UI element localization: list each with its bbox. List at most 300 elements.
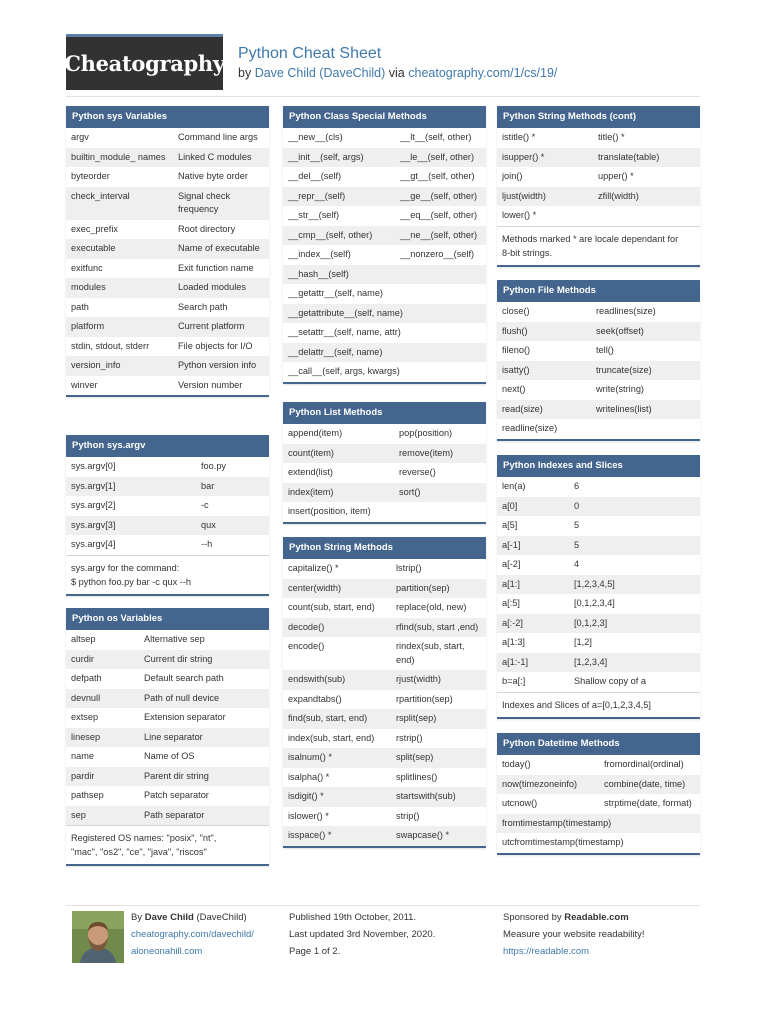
row-key: isupper() * xyxy=(497,148,593,168)
row-key: sys.argv[3] xyxy=(66,516,196,536)
row-value: [1,2,3,4,5] xyxy=(569,575,700,595)
row-key: stdin, stdout, stderr xyxy=(71,340,150,351)
row-value: foo.py xyxy=(201,461,227,471)
table-row xyxy=(66,669,269,689)
table-row xyxy=(283,206,486,226)
sponsor-name: Readable.com xyxy=(564,912,629,923)
row-value: upper() * xyxy=(598,171,634,181)
table-row xyxy=(283,148,486,168)
row-value: strptime(date, format) xyxy=(604,798,692,808)
row-key: a[0] xyxy=(497,497,569,517)
row-key: utcnow() xyxy=(502,798,538,808)
row-value: Signal check frequency xyxy=(173,187,269,220)
row-value: Python version info xyxy=(173,356,269,376)
row-value: [1,2] xyxy=(574,637,592,647)
row-value: rpartition(sep) xyxy=(396,693,453,704)
table-row xyxy=(283,618,486,638)
row-key: __setattr__(self, name, attr) xyxy=(288,327,401,337)
row-key: b=a[:] xyxy=(502,676,526,686)
row-key: altsep xyxy=(71,634,96,644)
table-row xyxy=(497,833,700,853)
page-number: Page 1 of 2. xyxy=(289,946,341,957)
table-row xyxy=(66,516,269,536)
row-value: fromordinal(ordinal) xyxy=(604,759,684,769)
row-key: version_info xyxy=(66,356,173,376)
row-value: Parent dir string xyxy=(139,767,269,787)
row-key: __hash__(self) xyxy=(283,265,486,285)
row-value: rindex(sub, start, end) xyxy=(396,641,465,665)
table-row xyxy=(283,768,486,788)
header-divider xyxy=(66,96,700,97)
row-key: __str__(self) xyxy=(288,210,340,220)
row-key: utcfromtimestamp(timestamp) xyxy=(502,837,624,847)
row-key: today() xyxy=(502,759,531,769)
table-row xyxy=(497,633,700,653)
section-table xyxy=(497,477,700,692)
table-row xyxy=(497,341,700,361)
table-row xyxy=(66,747,269,767)
row-value: __ne__(self, other) xyxy=(395,226,486,246)
row-key: count(item) xyxy=(283,444,394,464)
table-row xyxy=(66,220,269,240)
section-table xyxy=(66,457,269,555)
table-row xyxy=(283,226,486,246)
row-key: sys.argv[4] xyxy=(71,539,116,549)
table-row xyxy=(283,598,486,618)
table-row xyxy=(66,806,269,826)
row-key: builtin_module_ names xyxy=(66,148,173,168)
sponsor-tagline: Measure your website readability! xyxy=(503,929,645,940)
table-row xyxy=(283,729,486,749)
table-row xyxy=(283,284,486,304)
footer-author-handle: (DaveChild) xyxy=(196,912,247,923)
row-key: index(item) xyxy=(283,483,394,503)
section-python-file-methods xyxy=(497,280,700,441)
table-row xyxy=(497,380,700,400)
row-key: fromtimestamp(timestamp) xyxy=(497,814,700,834)
row-value: Extension separator xyxy=(144,712,226,722)
row-key: linesep xyxy=(66,728,139,748)
row-value: __lt__(self, other) xyxy=(400,132,472,142)
table-row xyxy=(497,575,700,595)
table-row xyxy=(283,265,486,285)
row-key: now(timezoneinfo) xyxy=(497,775,599,795)
row-key: sep xyxy=(66,806,139,826)
row-key: __delattr__(self, name) xyxy=(283,343,486,363)
row-key: join() xyxy=(502,171,523,181)
row-key: flush() xyxy=(497,322,591,342)
row-key: winver xyxy=(71,379,98,390)
row-key: ljust(width) xyxy=(497,187,593,207)
row-value: tell() xyxy=(596,345,614,355)
row-key: __repr__(self) xyxy=(283,187,395,207)
table-row xyxy=(497,497,700,517)
row-key: a[:-2] xyxy=(497,614,569,634)
row-value: rsplit(sep) xyxy=(391,709,486,729)
author-avatar xyxy=(72,911,124,963)
section-title: Python List Methods xyxy=(283,402,486,424)
row-value: Current platform xyxy=(173,317,269,337)
row-value: title() * xyxy=(598,132,625,142)
footer-author xyxy=(131,909,254,960)
table-row xyxy=(66,535,269,555)
row-value: Shallow copy of a xyxy=(574,676,647,686)
table-row xyxy=(497,775,700,795)
row-value: partition(sep) xyxy=(391,579,486,599)
row-key: istitle() * xyxy=(502,132,536,142)
table-row xyxy=(283,323,486,343)
table-row xyxy=(283,424,486,444)
table-row xyxy=(66,496,269,516)
table-row xyxy=(497,516,700,536)
note-line: Methods marked * are locale dependant for xyxy=(502,233,679,244)
section-table xyxy=(283,128,486,382)
row-value: -c xyxy=(201,500,209,510)
table-row xyxy=(497,148,700,168)
section-table xyxy=(497,128,700,226)
row-key: index(sub, start, end) xyxy=(288,732,375,743)
row-key: executable xyxy=(66,239,173,259)
row-value: pop(position) xyxy=(399,428,453,438)
row-key: __getattr__(self, name) xyxy=(288,288,383,298)
table-row xyxy=(283,579,486,599)
row-key: devnull xyxy=(66,689,139,709)
row-value: splitlines() xyxy=(396,771,438,782)
row-value: __nonzero__(self) xyxy=(400,249,475,259)
row-value: bar xyxy=(196,477,269,497)
note-line: 8-bit strings. xyxy=(502,247,553,258)
section-python-string-methods xyxy=(283,537,486,848)
table-row xyxy=(283,826,486,846)
row-key: name xyxy=(71,751,94,761)
table-row xyxy=(66,317,269,337)
row-key: a[-2] xyxy=(502,559,521,569)
row-value: Path separator xyxy=(139,806,269,826)
row-key: fileno() xyxy=(502,345,531,355)
row-value: 5 xyxy=(574,520,580,530)
row-value: 4 xyxy=(574,559,580,569)
sponsor-label: Sponsored by xyxy=(503,912,562,923)
row-value: replace(old, new) xyxy=(396,602,467,612)
row-value: Path of null device xyxy=(139,689,269,709)
row-value: Line separator xyxy=(139,728,269,748)
row-value: Version number xyxy=(178,379,243,390)
row-value: split(sep) xyxy=(391,748,486,768)
table-row xyxy=(283,807,486,827)
table-row xyxy=(283,304,486,324)
table-row xyxy=(283,483,486,503)
table-row xyxy=(497,594,700,614)
row-value: remove(item) xyxy=(394,444,486,464)
by-label: by xyxy=(238,66,252,80)
row-key: argv xyxy=(71,132,89,142)
section-python-indexes-and-slices xyxy=(497,455,700,719)
table-row xyxy=(497,653,700,673)
section-title: Python Datetime Methods xyxy=(497,733,700,755)
note-line: Registered OS names: "posix", "nt", xyxy=(71,833,217,843)
row-value: 5 xyxy=(569,536,700,556)
row-value: seek(offset) xyxy=(591,322,700,342)
row-key: read(size) xyxy=(497,400,591,420)
table-row xyxy=(66,457,269,477)
row-key: insert(position, item) xyxy=(288,506,371,516)
section-note xyxy=(497,692,700,717)
row-value: writelines(list) xyxy=(591,400,700,420)
footer-author-site[interactable]: aloneonahill.com xyxy=(131,946,203,957)
row-key: pardir xyxy=(66,767,139,787)
table-row xyxy=(497,187,700,207)
table-row xyxy=(66,337,269,357)
row-value: Loaded modules xyxy=(173,278,269,298)
footer-divider xyxy=(66,905,700,906)
section-title: Python Indexes and Slices xyxy=(497,455,700,477)
section-title: Python Class Special Methods xyxy=(283,106,486,128)
row-value: __le__(self, other) xyxy=(395,148,486,168)
row-value: truncate(size) xyxy=(591,361,700,381)
row-value: rfind(sub, start ,end) xyxy=(391,618,486,638)
row-key: count(sub, start, end) xyxy=(288,602,375,612)
table-row xyxy=(283,787,486,807)
via-label: via xyxy=(388,66,405,80)
row-value: qux xyxy=(196,516,269,536)
sheet-url-link[interactable]: cheatography.com/1/cs/19/ xyxy=(408,66,558,80)
row-key: __del__(self) xyxy=(288,171,342,181)
row-key: check_interval xyxy=(66,187,173,220)
note-line: sys.argv for the command: xyxy=(71,562,180,573)
row-value: lstrip() xyxy=(396,563,422,573)
table-row xyxy=(497,167,700,187)
row-key: sys.argv[0] xyxy=(71,461,116,471)
page-title: Python Cheat Sheet xyxy=(238,45,382,62)
logo-text: Cheatography xyxy=(64,51,225,76)
table-row xyxy=(497,419,700,439)
row-key: expandtabs() xyxy=(288,693,342,704)
note-line: Indexes and Slices of a=[0,1,2,3,4,5] xyxy=(502,699,651,710)
row-value: Default search path xyxy=(144,673,224,683)
row-key: islower() * xyxy=(288,810,329,821)
row-key: extsep xyxy=(71,712,99,722)
table-row xyxy=(497,755,700,775)
row-value: [0,1,2,3,4] xyxy=(574,598,615,608)
row-key: endswith(sub) xyxy=(283,670,391,690)
row-key: __new__(cls) xyxy=(288,132,343,142)
row-key: pathsep xyxy=(71,790,104,800)
row-value: __eq__(self, other) xyxy=(400,210,478,220)
footer-publish-info xyxy=(289,909,435,960)
note-line: $ python foo.py bar -c qux --h xyxy=(71,576,192,587)
updated-date: Last updated 3rd November, 2020. xyxy=(289,929,436,940)
table-row xyxy=(66,728,269,748)
table-row xyxy=(283,690,486,710)
row-value: combine(date, time) xyxy=(599,775,700,795)
row-key: isdigit() * xyxy=(283,787,391,807)
section-title: Python File Methods xyxy=(497,280,700,302)
row-key: sys.argv[2] xyxy=(71,500,116,510)
row-key: sys.argv[1] xyxy=(66,477,196,497)
row-key: a[1:-1] xyxy=(497,653,569,673)
section-python-string-methods-cont xyxy=(497,106,700,267)
row-key: center(width) xyxy=(283,579,391,599)
table-row xyxy=(283,670,486,690)
table-row xyxy=(66,689,269,709)
row-value: strip() xyxy=(396,810,420,821)
row-key: close() xyxy=(502,306,530,316)
table-row xyxy=(66,708,269,728)
table-row xyxy=(66,356,269,376)
row-key: platform xyxy=(66,317,173,337)
row-value: [0,1,2,3] xyxy=(569,614,700,634)
row-key: byteorder xyxy=(71,171,110,181)
table-row xyxy=(283,463,486,483)
published-date: Published 19th October, 2011. xyxy=(289,912,417,923)
row-value: [1,2,3,4] xyxy=(569,653,700,673)
row-key: exec_prefix xyxy=(71,223,118,234)
table-row xyxy=(66,477,269,497)
table-row xyxy=(66,298,269,318)
row-value: Search path xyxy=(178,301,228,312)
section-python-list-methods xyxy=(283,402,486,524)
footer-sponsor xyxy=(503,909,645,960)
section-table xyxy=(497,755,700,853)
table-row xyxy=(497,555,700,575)
table-row xyxy=(497,794,700,814)
section-title: Python String Methods xyxy=(283,537,486,559)
row-key: isatty() xyxy=(497,361,591,381)
row-key: __index__(self) xyxy=(288,249,351,259)
section-python-sys-argv xyxy=(66,435,269,596)
section-table xyxy=(66,128,269,395)
row-key: isalnum() * xyxy=(283,748,391,768)
note-line: "mac", "os2", "ce", "java", "riscos" xyxy=(71,847,207,857)
table-row xyxy=(283,245,486,265)
byline xyxy=(238,66,557,80)
row-value: Name of OS xyxy=(144,751,195,761)
row-value: --h xyxy=(201,539,213,549)
table-row xyxy=(497,400,700,420)
table-row xyxy=(66,786,269,806)
row-key: len(a) xyxy=(502,481,526,491)
row-value: write(string) xyxy=(596,384,644,394)
row-key: append(item) xyxy=(288,428,343,438)
table-row xyxy=(66,630,269,650)
footer-by-label: By xyxy=(131,912,143,923)
row-key: decode() xyxy=(283,618,391,638)
row-key: modules xyxy=(66,278,173,298)
table-row xyxy=(497,322,700,342)
section-note xyxy=(497,226,700,265)
table-row xyxy=(497,614,700,634)
row-value: Current dir string xyxy=(139,650,269,670)
author-link[interactable]: Dave Child (DaveChild) xyxy=(254,66,386,80)
table-row xyxy=(66,148,269,168)
row-value: 6 xyxy=(574,481,580,491)
row-key: __cmp__(self, other) xyxy=(283,226,395,246)
section-table xyxy=(497,302,700,439)
section-table xyxy=(66,630,269,825)
row-key: find(sub, start, end) xyxy=(283,709,391,729)
table-row xyxy=(283,637,486,670)
table-row xyxy=(497,672,700,692)
table-row xyxy=(66,650,269,670)
section-python-sys-variables xyxy=(66,106,269,397)
footer-author-link[interactable]: cheatography.com/davechild/ xyxy=(131,929,254,940)
row-value: Native byte order xyxy=(178,171,248,181)
row-value: Linked C modules xyxy=(173,148,269,168)
row-value: rstrip() xyxy=(396,732,423,743)
table-row xyxy=(66,187,269,220)
row-value: rjust(width) xyxy=(391,670,486,690)
table-row xyxy=(497,814,700,834)
table-row xyxy=(66,767,269,787)
row-value: zfill(width) xyxy=(593,187,700,207)
row-key: defpath xyxy=(71,673,102,683)
row-value: sort() xyxy=(394,483,486,503)
row-key: __init__(self, args) xyxy=(283,148,395,168)
table-row xyxy=(66,167,269,187)
row-value: reverse() xyxy=(399,467,436,477)
row-key: a[1:3] xyxy=(502,637,525,647)
table-row xyxy=(283,559,486,579)
section-title: Python String Methods (cont) xyxy=(497,106,700,128)
sponsor-link[interactable]: https://readable.com xyxy=(503,946,590,957)
table-row xyxy=(283,128,486,148)
row-value: __gt__(self, other) xyxy=(400,171,475,181)
row-key: readline(size) xyxy=(502,423,558,433)
row-key: exitfunc xyxy=(71,262,103,273)
table-row xyxy=(497,206,700,226)
row-key: a[-1] xyxy=(497,536,569,556)
row-key: path xyxy=(71,301,89,312)
row-key: extend(list) xyxy=(288,467,333,477)
row-value: Name of executable xyxy=(173,239,269,259)
table-row xyxy=(283,709,486,729)
table-row xyxy=(497,361,700,381)
row-key: a[:5] xyxy=(502,598,520,608)
row-key: curdir xyxy=(66,650,139,670)
table-row xyxy=(497,302,700,322)
table-row xyxy=(497,536,700,556)
table-row xyxy=(283,343,486,363)
table-row xyxy=(283,502,486,522)
row-value: Command line args xyxy=(178,132,258,142)
cheatography-logo[interactable] xyxy=(66,34,223,90)
row-key: a[5] xyxy=(502,520,518,530)
table-row xyxy=(66,278,269,298)
row-value: Root directory xyxy=(178,223,236,234)
section-title: Python os Variables xyxy=(66,608,269,630)
table-row xyxy=(283,187,486,207)
section-title: Python sys Variables xyxy=(66,106,269,128)
row-value: Patch separator xyxy=(144,790,209,800)
row-value: 0 xyxy=(569,497,700,517)
row-value: Alternative sep xyxy=(144,634,205,644)
section-table xyxy=(283,559,486,846)
footer-author-name: Dave Child xyxy=(144,912,194,923)
row-value: readlines(size) xyxy=(596,306,656,316)
table-row xyxy=(283,748,486,768)
row-key: capitalize() * xyxy=(288,563,339,573)
table-row xyxy=(66,239,269,259)
row-key: isalpha() * xyxy=(288,771,330,782)
section-python-datetime-methods xyxy=(497,733,700,855)
row-value: File objects for I/O xyxy=(178,340,253,351)
row-key: __call__(self, args, kwargs) xyxy=(288,366,400,376)
section-note xyxy=(66,555,269,594)
row-key: next() xyxy=(502,384,526,394)
section-python-class-special-methods xyxy=(283,106,486,384)
row-value: startswith(sub) xyxy=(391,787,486,807)
row-key: __getattribute__(self, name) xyxy=(283,304,486,324)
